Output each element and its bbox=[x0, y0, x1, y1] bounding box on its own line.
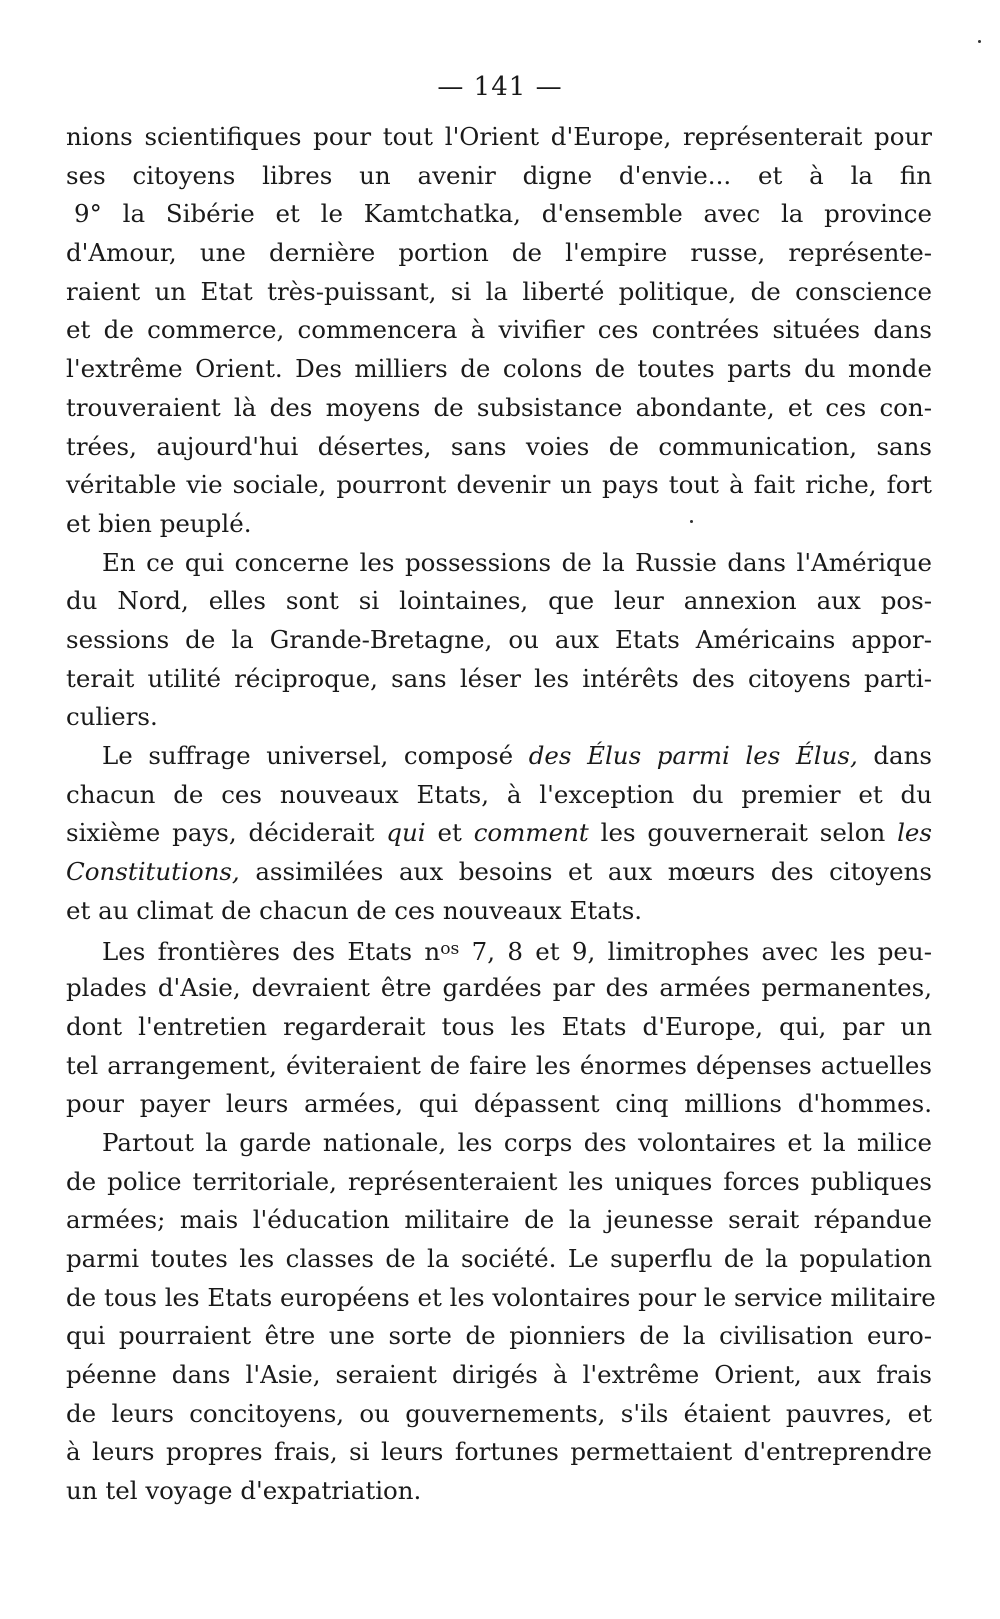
body-text bbox=[66, 118, 936, 1511]
paragraph bbox=[66, 737, 932, 930]
italic-text: des Élus parmi les Élus, bbox=[528, 741, 858, 770]
text-line: parmi toutes les classes de la société. Le superflu de la population bbox=[66, 1243, 932, 1273]
text-line: raient un Etat très-puissant, si la liberté politique, de conscience bbox=[66, 276, 932, 306]
text-line: et au climat de chacun de ces nouveaux Etats. bbox=[66, 895, 643, 925]
text-line: terait utilité réciproque, sans léser les intérêts des citoyens parti- bbox=[66, 663, 932, 693]
paragraph bbox=[66, 1124, 936, 1511]
text-line bbox=[66, 737, 932, 776]
print-speck bbox=[978, 40, 981, 43]
italic-text: Constitutions, bbox=[66, 857, 240, 887]
text-line: 9° la Sibérie et le Kamtchatka, d'ensemble avec la province bbox=[74, 199, 932, 229]
text-line: plades d'Asie, devraient être gardées par des armées permanentes, bbox=[66, 973, 932, 1003]
text-line: à leurs propres frais, si leurs fortunes permettaient d'entreprendre bbox=[66, 1437, 932, 1467]
text-line: de tous les Etats européens et les volontaires pour le service militaire bbox=[66, 1282, 936, 1312]
text-run: 7, 8 et 9, limitrophes avec les peu- bbox=[459, 937, 932, 967]
text-line: trées, aujourd'hui désertes, sans voies de communication, sans bbox=[66, 431, 932, 461]
page-number: — 141 — bbox=[437, 72, 563, 102]
text-line: chacun de ces nouveaux Etats, à l'exception du premier et du bbox=[66, 779, 932, 809]
paragraph bbox=[66, 930, 932, 1123]
text-line: du Nord, elles sont si lointaines, que leur annexion aux pos- bbox=[66, 586, 932, 616]
italic-text: comment bbox=[473, 818, 589, 848]
text-line: dont l'entretien regarderait tous les Etats d'Europe, qui, par un bbox=[66, 1011, 932, 1041]
text-line: de leurs concitoyens, ou gouvernements, s'ils étaient pauvres, et bbox=[66, 1398, 932, 1428]
text-line: sessions de la Grande-Bretagne, ou aux Etats Américains appor- bbox=[66, 624, 932, 654]
text-line: tel arrangement, éviteraient de faire les énormes dépenses actuelles bbox=[66, 1050, 932, 1080]
text-line: d'Amour, une dernière portion de l'empire russe, représente- bbox=[66, 238, 932, 268]
text-line: l'extrême Orient. Des milliers de colons de toutes parts du monde bbox=[66, 354, 932, 384]
text-line: un tel voyage d'expatriation. bbox=[66, 1476, 422, 1506]
paragraph bbox=[66, 118, 932, 544]
text-line: Partout la garde nationale, les corps des volontaires et la milice bbox=[102, 1127, 932, 1157]
text-line: En ce qui concerne les possessions de la Russie dans l'Amérique bbox=[102, 547, 932, 577]
text-line: de police territoriale, représenteraient les uniques forces publiques bbox=[66, 1166, 932, 1196]
italic-text: les bbox=[897, 818, 933, 848]
text-line bbox=[66, 930, 932, 969]
text-line: pour payer leurs armées, qui dépassent cinq millions d'hommes. bbox=[66, 1089, 932, 1119]
text-run: les gouvernerait selon bbox=[588, 818, 898, 848]
text-run: Le suffrage universel, composé bbox=[102, 741, 529, 770]
text-line: armées; mais l'éducation militaire de la jeunesse serait répandue bbox=[66, 1205, 932, 1235]
text-line: qui pourraient être une sorte de pionniers de la civilisation euro- bbox=[66, 1321, 932, 1351]
text-run: sixième pays, déciderait bbox=[66, 818, 387, 848]
text-run: dans bbox=[857, 741, 932, 770]
text-run: assimilées aux besoins et aux mœurs des citoyens bbox=[239, 857, 932, 887]
text-line: nions scientifiques pour tout l'Orient d'Europe, représenterait pour bbox=[66, 122, 932, 151]
text-line: trouveraient là des moyens de subsistance abondante, et ces con- bbox=[66, 392, 932, 422]
text-run: et bbox=[425, 818, 474, 848]
text-line: péenne dans l'Asie, seraient dirigés à l'extrême Orient, aux frais bbox=[66, 1360, 932, 1389]
text-line bbox=[66, 814, 932, 853]
text-line: culiers. bbox=[66, 702, 158, 732]
italic-text: qui bbox=[386, 818, 426, 848]
text-line: véritable vie sociale, pourront devenir un pays tout à fait riche, fort bbox=[66, 470, 932, 500]
text-line bbox=[66, 853, 932, 892]
text-line: ses citoyens libres un avenir digne d'envie... et à la fin bbox=[66, 160, 932, 190]
paragraph bbox=[66, 544, 932, 737]
text-run: Les frontières des Etats n bbox=[102, 937, 441, 967]
text-line: et de commerce, commencera à vivifier ces contrées situées dans bbox=[66, 315, 932, 345]
text-line: et bien peuplé. bbox=[66, 508, 252, 538]
superscript: os bbox=[440, 939, 460, 960]
